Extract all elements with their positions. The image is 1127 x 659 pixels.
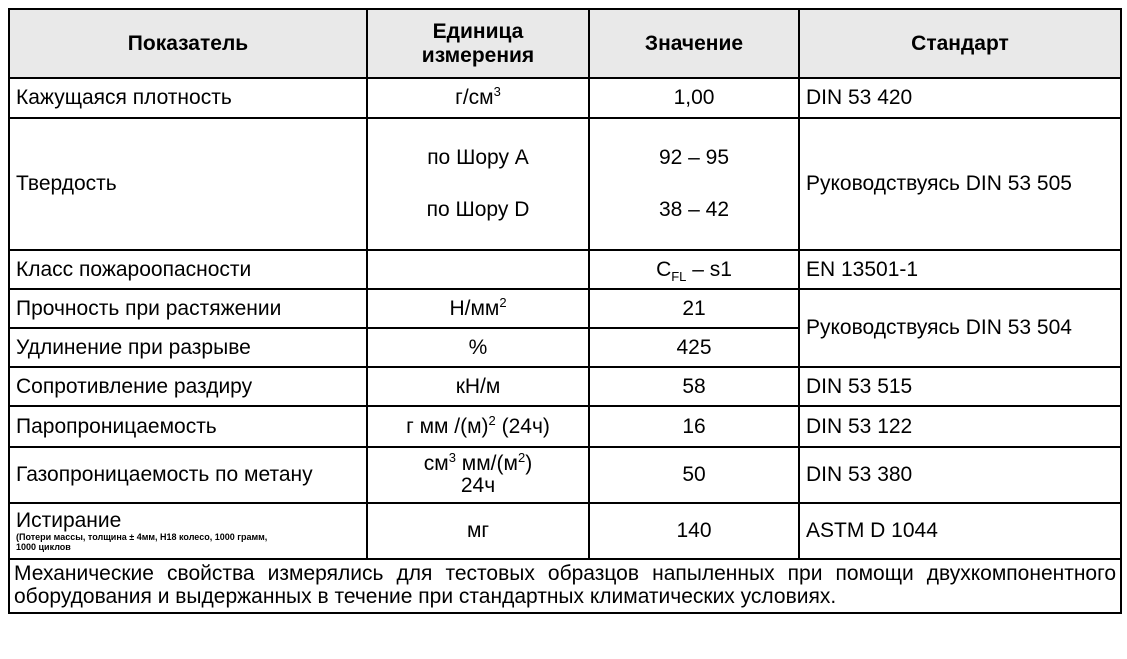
row-label: Паропроницаемость bbox=[9, 406, 367, 447]
table-row bbox=[9, 289, 1121, 328]
row-unit bbox=[367, 250, 589, 289]
unit-sup: 2 bbox=[488, 412, 496, 428]
row-label-main: Истирание bbox=[16, 509, 122, 532]
row-standard: Руководствуясь DIN 53 504 bbox=[799, 289, 1121, 367]
properties-table bbox=[8, 8, 1122, 614]
row-standard: ASTM D 1044 bbox=[799, 503, 1121, 559]
row-standard: DIN 53 420 bbox=[799, 78, 1121, 118]
row-unit bbox=[367, 289, 589, 328]
unit-text-b: (24ч) bbox=[495, 414, 550, 438]
header-indicator: Показатель bbox=[9, 9, 367, 78]
unit-line2: 24ч bbox=[460, 474, 496, 497]
header-unit bbox=[367, 9, 589, 78]
row-label bbox=[9, 503, 367, 559]
value-shore-a: 92 – 95 bbox=[658, 146, 730, 169]
unit-sup: 3 bbox=[448, 450, 456, 465]
footnote: Механические свойства измерялись для тестовых образцов напыленных при помощи двухкомпонентного оборудования и выдержанных в течение при стандартных климатических условиях. bbox=[9, 559, 1121, 613]
unit-text-c: ) bbox=[525, 452, 533, 475]
row-label: Кажущаяся плотность bbox=[9, 78, 367, 118]
unit-text: см bbox=[423, 452, 449, 475]
header-unit-line2: измерения bbox=[421, 43, 535, 67]
unit-sup: 2 bbox=[499, 294, 507, 310]
row-standard: DIN 53 515 bbox=[799, 367, 1121, 406]
row-unit: кН/м bbox=[367, 367, 589, 406]
row-value: 21 bbox=[589, 289, 799, 328]
row-label-note-1: (Потери массы, толщина ± 4мм, H18 колесо, 1000 грамм, bbox=[16, 532, 268, 542]
unit-text-b: мм/(м bbox=[455, 452, 518, 475]
unit-sup-2: 2 bbox=[517, 450, 526, 465]
row-label: Класс пожароопасности bbox=[9, 250, 367, 289]
row-label: Удлинение при разрыве bbox=[9, 328, 367, 367]
table-row bbox=[9, 250, 1121, 289]
row-standard: EN 13501-1 bbox=[799, 250, 1121, 289]
row-value: 140 bbox=[589, 503, 799, 559]
row-label: Твердость bbox=[9, 118, 367, 250]
row-unit bbox=[367, 406, 589, 447]
row-label: Газопроницаемость по метану bbox=[9, 447, 367, 503]
row-unit bbox=[367, 78, 589, 118]
footnote-row bbox=[9, 559, 1121, 613]
row-standard: DIN 53 380 bbox=[799, 447, 1121, 503]
row-standard: DIN 53 122 bbox=[799, 406, 1121, 447]
unit-text: Н/мм bbox=[449, 296, 500, 320]
row-label: Сопротивление раздиру bbox=[9, 367, 367, 406]
header-row bbox=[9, 9, 1121, 78]
table-row bbox=[9, 406, 1121, 447]
row-value: 50 bbox=[589, 447, 799, 503]
value-rest: – s1 bbox=[686, 257, 732, 281]
row-standard: Руководствуясь DIN 53 505 bbox=[799, 118, 1121, 250]
table-row bbox=[9, 447, 1121, 503]
header-unit-line1: Единица bbox=[432, 19, 524, 43]
header-value: Значение bbox=[589, 9, 799, 78]
unit-shore-a: по Шору A bbox=[427, 146, 529, 169]
header-standard: Стандарт bbox=[799, 9, 1121, 78]
row-unit: мг bbox=[367, 503, 589, 559]
row-unit: % bbox=[367, 328, 589, 367]
row-value: 425 bbox=[589, 328, 799, 367]
row-label-note-2: 1000 циклов bbox=[16, 542, 71, 552]
row-value bbox=[589, 118, 799, 250]
unit-shore-d: по Шору D bbox=[426, 198, 530, 221]
value-shore-d: 38 – 42 bbox=[658, 198, 730, 221]
value-main: C bbox=[656, 257, 672, 281]
properties-table-container bbox=[8, 8, 1120, 614]
row-value bbox=[589, 250, 799, 289]
table-row bbox=[9, 503, 1121, 559]
row-label: Прочность при растяжении bbox=[9, 289, 367, 328]
unit-text: г/см bbox=[455, 86, 494, 109]
row-value: 58 bbox=[589, 367, 799, 406]
row-unit bbox=[367, 118, 589, 250]
table-row bbox=[9, 367, 1121, 406]
table-row bbox=[9, 118, 1121, 250]
table-row bbox=[9, 78, 1121, 118]
row-value: 1,00 bbox=[589, 78, 799, 118]
unit-text: г мм /(м) bbox=[406, 414, 489, 438]
row-value: 16 bbox=[589, 406, 799, 447]
row-unit bbox=[367, 447, 589, 503]
value-sub: FL bbox=[671, 268, 687, 284]
unit-sup: 3 bbox=[493, 84, 501, 99]
